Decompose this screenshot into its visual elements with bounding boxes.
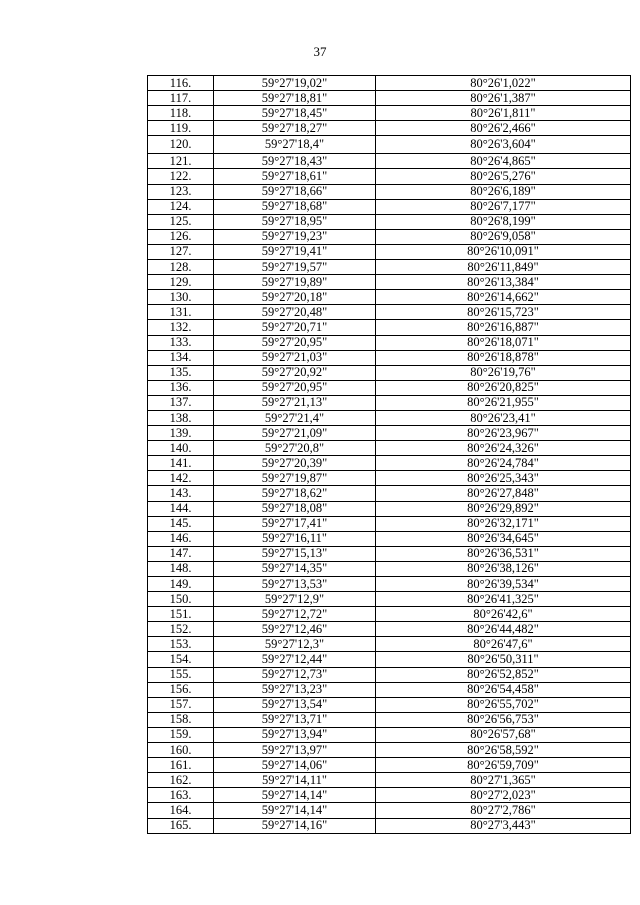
longitude-cell: 80°26'19,76"	[376, 365, 631, 380]
longitude-cell: 80°26'11,849"	[376, 260, 631, 275]
latitude-cell: 59°27'20,8"	[214, 441, 376, 456]
longitude-cell: 80°26'20,825"	[376, 380, 631, 395]
latitude-cell: 59°27'13,54"	[214, 697, 376, 712]
longitude-cell: 80°26'18,878"	[376, 350, 631, 365]
table-row	[148, 106, 631, 121]
table-row	[148, 305, 631, 320]
longitude-cell: 80°26'1,022"	[376, 76, 631, 91]
latitude-cell: 59°27'12,3"	[214, 637, 376, 652]
longitude-cell: 80°26'54,458"	[376, 682, 631, 697]
table-row	[148, 410, 631, 425]
latitude-cell: 59°27'18,27"	[214, 121, 376, 136]
table-row	[148, 199, 631, 214]
point-number-cell: 159.	[148, 727, 214, 742]
point-number-cell: 139.	[148, 426, 214, 441]
point-number-cell: 156.	[148, 682, 214, 697]
longitude-cell: 80°26'6,189"	[376, 184, 631, 199]
longitude-cell: 80°26'3,604"	[376, 136, 631, 154]
latitude-cell: 59°27'21,4"	[214, 410, 376, 425]
latitude-cell: 59°27'18,43"	[214, 154, 376, 169]
table-row	[148, 91, 631, 106]
table-row	[148, 743, 631, 758]
latitude-cell: 59°27'18,95"	[214, 214, 376, 229]
latitude-cell: 59°27'15,13"	[214, 546, 376, 561]
table-row	[148, 214, 631, 229]
point-number-cell: 165.	[148, 818, 214, 833]
latitude-cell: 59°27'18,81"	[214, 91, 376, 106]
table-row	[148, 441, 631, 456]
longitude-cell: 80°26'18,071"	[376, 335, 631, 350]
table-row	[148, 229, 631, 244]
page-number: 37	[313, 44, 327, 59]
point-number-cell: 148.	[148, 561, 214, 576]
latitude-cell: 59°27'14,11"	[214, 773, 376, 788]
longitude-cell: 80°27'1,365"	[376, 773, 631, 788]
table-row	[148, 290, 631, 305]
longitude-cell: 80°26'57,68"	[376, 727, 631, 742]
longitude-cell: 80°26'50,311"	[376, 652, 631, 667]
coordinates-table-body	[148, 76, 631, 834]
longitude-cell: 80°26'56,753"	[376, 712, 631, 727]
latitude-cell: 59°27'17,41"	[214, 516, 376, 531]
latitude-cell: 59°27'21,03"	[214, 350, 376, 365]
point-number-cell: 163.	[148, 788, 214, 803]
latitude-cell: 59°27'20,95"	[214, 380, 376, 395]
point-number-cell: 158.	[148, 712, 214, 727]
longitude-cell: 80°26'38,126"	[376, 561, 631, 576]
table-row	[148, 154, 631, 169]
latitude-cell: 59°27'12,72"	[214, 607, 376, 622]
latitude-cell: 59°27'19,87"	[214, 471, 376, 486]
latitude-cell: 59°27'18,68"	[214, 199, 376, 214]
table-row	[148, 121, 631, 136]
longitude-cell: 80°26'5,276"	[376, 169, 631, 184]
latitude-cell: 59°27'18,62"	[214, 486, 376, 501]
latitude-cell: 59°27'13,23"	[214, 682, 376, 697]
point-number-cell: 157.	[148, 697, 214, 712]
latitude-cell: 59°27'14,14"	[214, 803, 376, 818]
table-row	[148, 456, 631, 471]
point-number-cell: 118.	[148, 106, 214, 121]
coordinates-table	[147, 75, 631, 834]
table-row	[148, 184, 631, 199]
latitude-cell: 59°27'19,57"	[214, 260, 376, 275]
longitude-cell: 80°26'25,343"	[376, 471, 631, 486]
longitude-cell: 80°26'27,848"	[376, 486, 631, 501]
table-row	[148, 546, 631, 561]
longitude-cell: 80°26'42,6"	[376, 607, 631, 622]
longitude-cell: 80°26'39,534"	[376, 577, 631, 592]
latitude-cell: 59°27'19,02"	[214, 76, 376, 91]
point-number-cell: 121.	[148, 154, 214, 169]
longitude-cell: 80°26'14,662"	[376, 290, 631, 305]
table-row	[148, 169, 631, 184]
table-row	[148, 712, 631, 727]
table-row	[148, 471, 631, 486]
table-row	[148, 652, 631, 667]
table-row	[148, 727, 631, 742]
point-number-cell: 133.	[148, 335, 214, 350]
latitude-cell: 59°27'12,9"	[214, 592, 376, 607]
latitude-cell: 59°27'20,92"	[214, 365, 376, 380]
table-row	[148, 350, 631, 365]
latitude-cell: 59°27'20,39"	[214, 456, 376, 471]
longitude-cell: 80°26'23,41"	[376, 410, 631, 425]
longitude-cell: 80°26'24,784"	[376, 456, 631, 471]
longitude-cell: 80°26'15,723"	[376, 305, 631, 320]
longitude-cell: 80°26'34,645"	[376, 531, 631, 546]
longitude-cell: 80°26'10,091"	[376, 244, 631, 259]
point-number-cell: 141.	[148, 456, 214, 471]
table-row	[148, 76, 631, 91]
longitude-cell: 80°27'2,786"	[376, 803, 631, 818]
point-number-cell: 134.	[148, 350, 214, 365]
table-row	[148, 516, 631, 531]
point-number-cell: 142.	[148, 471, 214, 486]
latitude-cell: 59°27'20,95"	[214, 335, 376, 350]
point-number-cell: 146.	[148, 531, 214, 546]
longitude-cell: 80°26'1,387"	[376, 91, 631, 106]
longitude-cell: 80°26'21,955"	[376, 395, 631, 410]
latitude-cell: 59°27'14,06"	[214, 758, 376, 773]
table-row	[148, 275, 631, 290]
point-number-cell: 154.	[148, 652, 214, 667]
table-row	[148, 788, 631, 803]
table-row	[148, 260, 631, 275]
point-number-cell: 131.	[148, 305, 214, 320]
longitude-cell: 80°26'47,6"	[376, 637, 631, 652]
latitude-cell: 59°27'14,35"	[214, 561, 376, 576]
longitude-cell: 80°26'29,892"	[376, 501, 631, 516]
longitude-cell: 80°27'2,023"	[376, 788, 631, 803]
point-number-cell: 152.	[148, 622, 214, 637]
table-row	[148, 682, 631, 697]
longitude-cell: 80°26'9,058"	[376, 229, 631, 244]
longitude-cell: 80°26'13,384"	[376, 275, 631, 290]
longitude-cell: 80°26'58,592"	[376, 743, 631, 758]
point-number-cell: 160.	[148, 743, 214, 758]
latitude-cell: 59°27'19,23"	[214, 229, 376, 244]
table-row	[148, 622, 631, 637]
latitude-cell: 59°27'18,61"	[214, 169, 376, 184]
latitude-cell: 59°27'21,09"	[214, 426, 376, 441]
point-number-cell: 128.	[148, 260, 214, 275]
point-number-cell: 116.	[148, 76, 214, 91]
point-number-cell: 143.	[148, 486, 214, 501]
table-row	[148, 335, 631, 350]
longitude-cell: 80°26'44,482"	[376, 622, 631, 637]
latitude-cell: 59°27'13,94"	[214, 727, 376, 742]
latitude-cell: 59°27'13,97"	[214, 743, 376, 758]
table-row	[148, 803, 631, 818]
longitude-cell: 80°26'41,325"	[376, 592, 631, 607]
table-row	[148, 365, 631, 380]
table-row	[148, 697, 631, 712]
latitude-cell: 59°27'20,71"	[214, 320, 376, 335]
latitude-cell: 59°27'13,53"	[214, 577, 376, 592]
longitude-cell: 80°26'7,177"	[376, 199, 631, 214]
table-row	[148, 667, 631, 682]
latitude-cell: 59°27'14,16"	[214, 818, 376, 833]
point-number-cell: 150.	[148, 592, 214, 607]
latitude-cell: 59°27'18,08"	[214, 501, 376, 516]
point-number-cell: 149.	[148, 577, 214, 592]
latitude-cell: 59°27'19,41"	[214, 244, 376, 259]
point-number-cell: 138.	[148, 410, 214, 425]
table-row	[148, 486, 631, 501]
table-row	[148, 395, 631, 410]
latitude-cell: 59°27'18,4"	[214, 136, 376, 154]
table-row	[148, 637, 631, 652]
table-row	[148, 531, 631, 546]
point-number-cell: 147.	[148, 546, 214, 561]
point-number-cell: 126.	[148, 229, 214, 244]
longitude-cell: 80°26'16,887"	[376, 320, 631, 335]
longitude-cell: 80°26'8,199"	[376, 214, 631, 229]
table-row	[148, 380, 631, 395]
latitude-cell: 59°27'19,89"	[214, 275, 376, 290]
point-number-cell: 151.	[148, 607, 214, 622]
longitude-cell: 80°26'36,531"	[376, 546, 631, 561]
point-number-cell: 123.	[148, 184, 214, 199]
latitude-cell: 59°27'12,73"	[214, 667, 376, 682]
point-number-cell: 161.	[148, 758, 214, 773]
point-number-cell: 124.	[148, 199, 214, 214]
latitude-cell: 59°27'18,66"	[214, 184, 376, 199]
longitude-cell: 80°26'59,709"	[376, 758, 631, 773]
longitude-cell: 80°26'2,466"	[376, 121, 631, 136]
latitude-cell: 59°27'18,45"	[214, 106, 376, 121]
latitude-cell: 59°27'20,48"	[214, 305, 376, 320]
point-number-cell: 130.	[148, 290, 214, 305]
point-number-cell: 136.	[148, 380, 214, 395]
longitude-cell: 80°26'52,852"	[376, 667, 631, 682]
point-number-cell: 117.	[148, 91, 214, 106]
point-number-cell: 155.	[148, 667, 214, 682]
latitude-cell: 59°27'14,14"	[214, 788, 376, 803]
latitude-cell: 59°27'20,18"	[214, 290, 376, 305]
longitude-cell: 80°27'3,443"	[376, 818, 631, 833]
latitude-cell: 59°27'16,11"	[214, 531, 376, 546]
latitude-cell: 59°27'12,46"	[214, 622, 376, 637]
table-row	[148, 607, 631, 622]
longitude-cell: 80°26'32,171"	[376, 516, 631, 531]
table-row	[148, 592, 631, 607]
point-number-cell: 127.	[148, 244, 214, 259]
table-row	[148, 426, 631, 441]
point-number-cell: 135.	[148, 365, 214, 380]
point-number-cell: 164.	[148, 803, 214, 818]
table-row	[148, 320, 631, 335]
point-number-cell: 137.	[148, 395, 214, 410]
table-row	[148, 561, 631, 576]
point-number-cell: 125.	[148, 214, 214, 229]
latitude-cell: 59°27'21,13"	[214, 395, 376, 410]
table-row	[148, 758, 631, 773]
table-row	[148, 773, 631, 788]
longitude-cell: 80°26'1,811"	[376, 106, 631, 121]
point-number-cell: 132.	[148, 320, 214, 335]
latitude-cell: 59°27'13,71"	[214, 712, 376, 727]
point-number-cell: 162.	[148, 773, 214, 788]
table-row	[148, 136, 631, 154]
table-row	[148, 501, 631, 516]
point-number-cell: 153.	[148, 637, 214, 652]
longitude-cell: 80°26'24,326"	[376, 441, 631, 456]
point-number-cell: 119.	[148, 121, 214, 136]
longitude-cell: 80°26'55,702"	[376, 697, 631, 712]
point-number-cell: 129.	[148, 275, 214, 290]
table-row	[148, 818, 631, 833]
point-number-cell: 144.	[148, 501, 214, 516]
longitude-cell: 80°26'23,967"	[376, 426, 631, 441]
point-number-cell: 145.	[148, 516, 214, 531]
table-row	[148, 244, 631, 259]
longitude-cell: 80°26'4,865"	[376, 154, 631, 169]
latitude-cell: 59°27'12,44"	[214, 652, 376, 667]
point-number-cell: 120.	[148, 136, 214, 154]
point-number-cell: 140.	[148, 441, 214, 456]
table-row	[148, 577, 631, 592]
point-number-cell: 122.	[148, 169, 214, 184]
